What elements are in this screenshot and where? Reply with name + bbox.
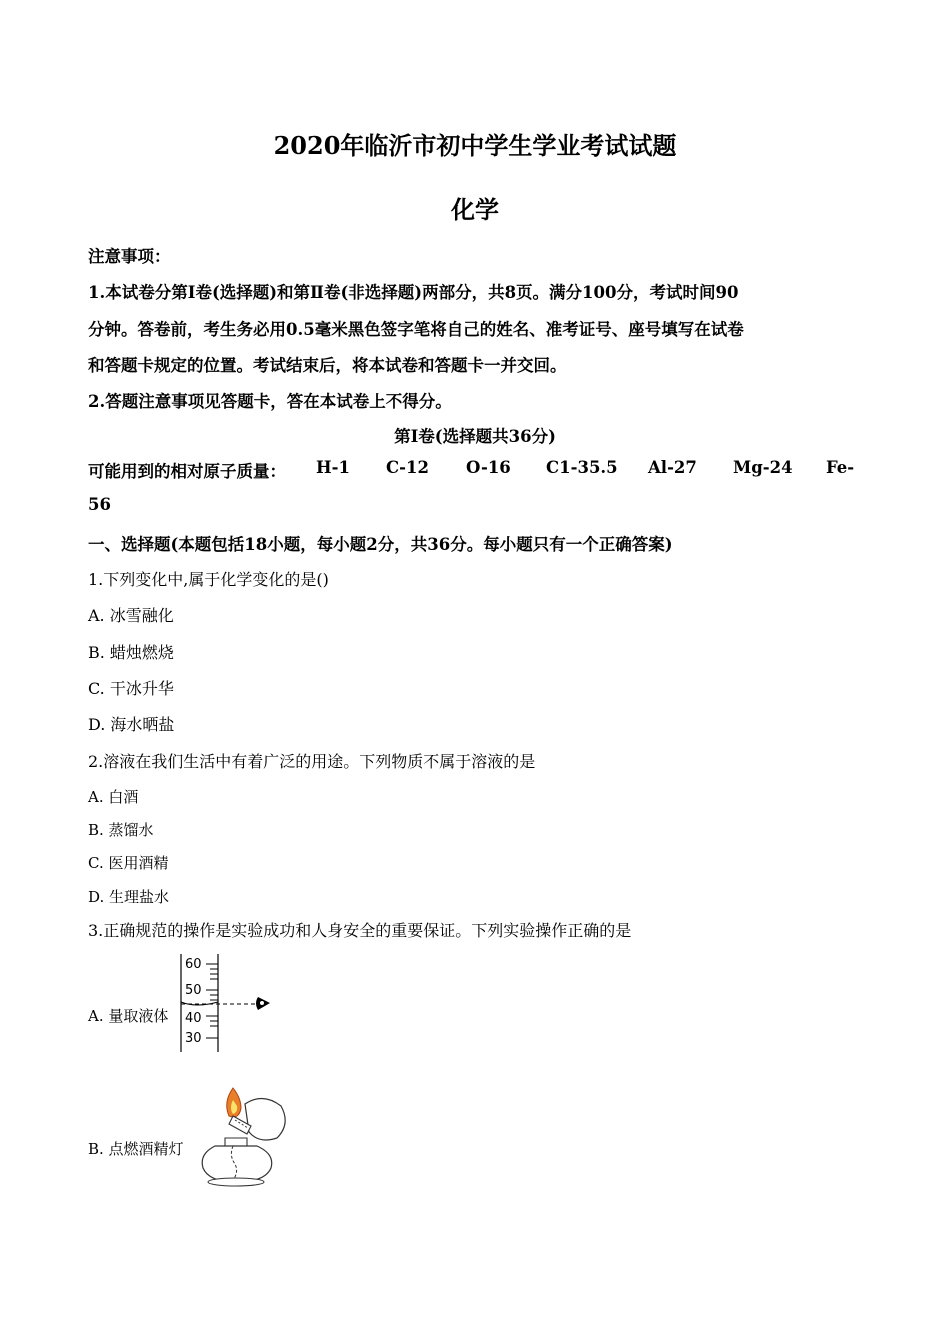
q1-option-a: A. 冰雪融化 [88,606,174,625]
graduated-cylinder-illustration [176,952,281,1056]
q2-option-b: B. 蒸馏水 [88,821,154,839]
mass-h: H-1 [316,458,350,477]
q2-stem: 2.溶液在我们生活中有着广泛的用途。下列物质不属于溶液的是 [88,752,536,771]
q3-option-a: A. 量取液体 [88,1007,169,1025]
q2-option-a: A. 白酒 [88,788,139,806]
q1-stem: 1.下列变化中,属于化学变化的是() [88,570,329,589]
mass-al: Al-27 [648,458,697,477]
q1-option-b: B. 蜡烛燃烧 [88,643,174,662]
q1-option-c: C. 干冰升华 [88,679,174,698]
mass-mg: Mg-24 [733,458,793,477]
q2-option-c: C. 医用酒精 [88,854,169,872]
mass-cl: C1-35.5 [546,458,618,477]
notice-1-line-3: 和答题卡规定的位置。考试结束后，将本试卷和答题卡一并交回。 [88,356,567,375]
notice-2: 2.答题注意事项见答题卡，答在本试卷上不得分。 [88,392,452,411]
mass-fe: Fe- [826,458,855,477]
alcohol-lamp-illustration [193,1082,293,1192]
notice-heading: 注意事项： [88,247,171,266]
tick-label-60: 60 [185,957,202,972]
q1-option-d: D. 海水晒盐 [88,715,175,734]
q2-option-d: D. 生理盐水 [88,888,170,906]
tick-label-40: 40 [185,1011,202,1026]
part-1-heading: 一、选择题(本题包括18小题，每小题2分，共36分。每小题只有一个正确答案) [88,535,673,554]
tick-label-50: 50 [185,983,202,998]
masses-label: 可能用到的相对原子质量： [88,462,286,481]
mass-c: C-12 [386,458,429,477]
notice-1-line-2: 分钟。答卷前，考生务必用0.5毫米黑色签字笔将自己的姓名、准考证号、座号填写在试卷 [88,320,744,339]
q3-option-b: B. 点燃酒精灯 [88,1140,184,1158]
notice-1-line-1: 1.本试卷分第Ⅰ卷(选择题)和第Ⅱ卷(非选择题)两部分，共8页。满分100分，考试时间90 [88,283,739,302]
mass-o: O-16 [466,458,511,477]
section-1-title: 第I卷(选择题共36分) [394,427,556,446]
tick-label-30: 30 [185,1031,202,1046]
q3-stem: 3.正确规范的操作是实验成功和人身安全的重要保证。下列实验操作正确的是 [88,921,632,940]
subject-title: 化学 [451,195,499,224]
mass-fe-wrap: 56 [88,495,111,514]
exam-title: 2020年临沂市初中学生学业考试试题 [273,131,677,160]
